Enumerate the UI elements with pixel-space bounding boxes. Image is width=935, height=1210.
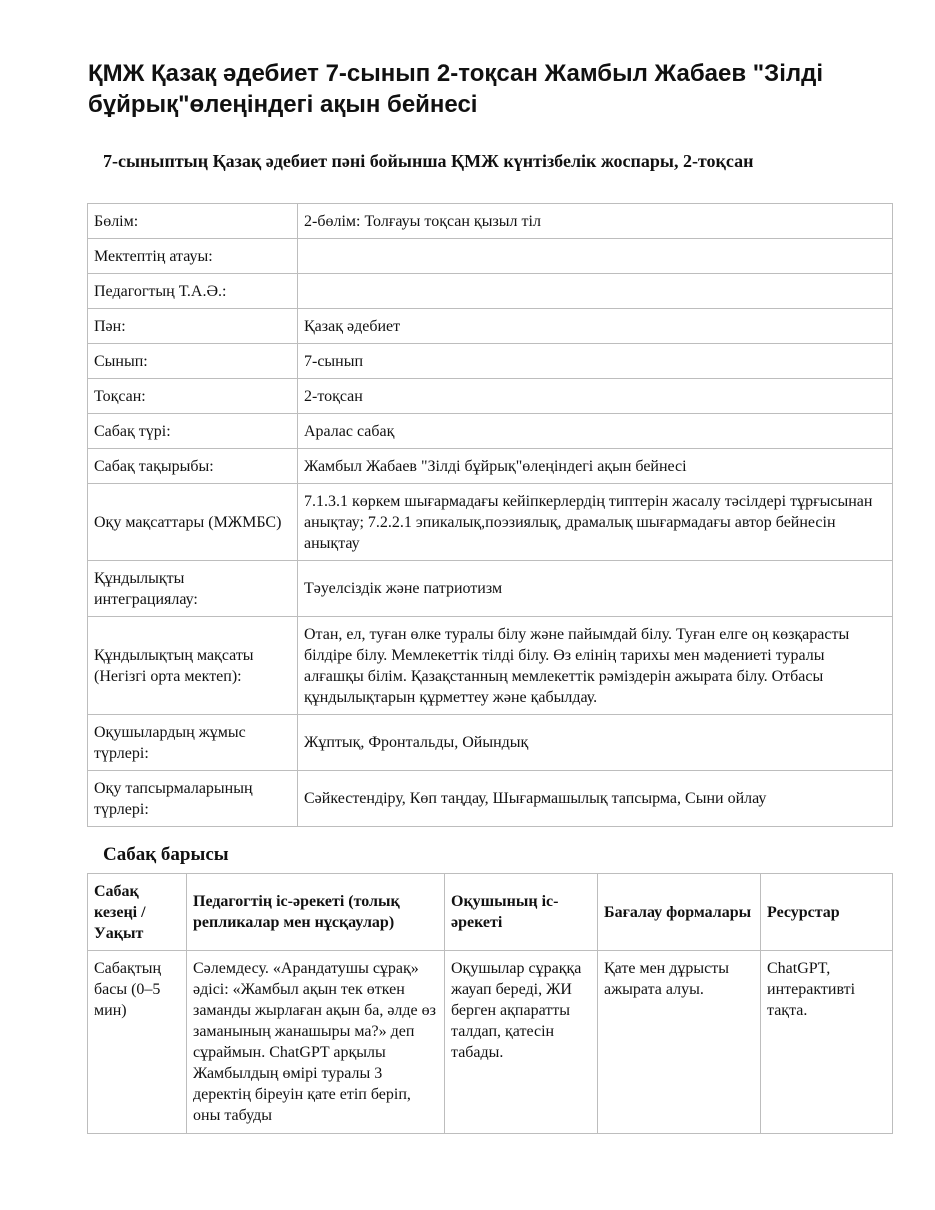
column-header-student-activity: Оқушының іс-әрекеті bbox=[445, 874, 598, 951]
document-title: ҚМЖ Қазақ әдебиет 7-сынып 2-тоқсан Жамбыл Жабаев "Зілді бұйрық"өлеңіндегі ақын бейнесі bbox=[88, 60, 824, 118]
info-value: Аралас сабақ bbox=[298, 414, 893, 449]
info-key: Бөлім: bbox=[88, 204, 298, 239]
cell-resources: ChatGPT, интерактивті тақта. bbox=[761, 951, 893, 1134]
lesson-flow-table bbox=[87, 873, 893, 1134]
cell-stage: Сабақтың басы (0–5 мин) bbox=[88, 951, 187, 1134]
info-row-value-goal bbox=[88, 617, 893, 715]
info-row-teacher bbox=[88, 274, 893, 309]
info-row-work-types bbox=[88, 715, 893, 771]
info-row-quarter bbox=[88, 379, 893, 414]
info-row-task-types bbox=[88, 771, 893, 827]
info-value bbox=[298, 274, 893, 309]
info-value: 2-бөлім: Толғауы тоқсан қызыл тіл bbox=[298, 204, 893, 239]
cell-teacher-activity: Сәлемдесу. «Арандатушы сұрақ» әдісі: «Жамбыл ақын тек өткен заманды жырлаған ақын ба, әлде өз заманының жанашыры ма?» деп сұраймын. ChatGPT арқылы Жамбылдың өмірі туралы 3 деректің біреуін қате етіп беріп, оны табуды bbox=[187, 951, 445, 1134]
info-value bbox=[298, 239, 893, 274]
table-row bbox=[88, 951, 893, 1134]
info-key: Пән: bbox=[88, 309, 298, 344]
info-value: Жамбыл Жабаев "Зілді бұйрық"өлеңіндегі ақын бейнесі bbox=[298, 449, 893, 484]
info-key: Құндылықтың мақсаты (Негізгі орта мектеп): bbox=[88, 617, 298, 715]
info-row-lesson-topic bbox=[88, 449, 893, 484]
column-header-teacher-activity: Педагогтің іс-әрекеті (толық репликалар мен нұсқаулар) bbox=[187, 874, 445, 951]
info-row-grade bbox=[88, 344, 893, 379]
info-value: 7-сынып bbox=[298, 344, 893, 379]
info-key: Сабақ түрі: bbox=[88, 414, 298, 449]
info-row-learning-objectives bbox=[88, 484, 893, 561]
column-header-resources: Ресурстар bbox=[761, 874, 893, 951]
info-key: Мектептің атауы: bbox=[88, 239, 298, 274]
column-header-assessment: Бағалау формалары bbox=[598, 874, 761, 951]
info-key: Педагогтың Т.А.Ә.: bbox=[88, 274, 298, 309]
info-row-lesson-type bbox=[88, 414, 893, 449]
info-value: Қазақ әдебиет bbox=[298, 309, 893, 344]
info-value: Тәуелсіздік және патриотизм bbox=[298, 561, 893, 617]
info-value: Отан, ел, туған өлке туралы білу және пайымдай білу. Туған елге оң көзқарасты білдіре білу. Мемлекеттік тілді білу. Өз елінің тарихы мен мәдениеті туралы алғашқы білім. Қазақстанның мемлекеттік рәміздерін ажырата білу. Отбасы құндылықтарын құрметтеу және қабылдау. bbox=[298, 617, 893, 715]
info-row-value-integration bbox=[88, 561, 893, 617]
info-value: Жұптық, Фронтальды, Ойындық bbox=[298, 715, 893, 771]
info-key: Тоқсан: bbox=[88, 379, 298, 414]
column-header-stage: Сабақ кезеңі / Уақыт bbox=[88, 874, 187, 951]
info-key: Оқу тапсырмаларының түрлері: bbox=[88, 771, 298, 827]
info-key: Оқу мақсаттары (МЖМБС) bbox=[88, 484, 298, 561]
info-key: Құндылықты интеграциялау: bbox=[88, 561, 298, 617]
info-row-school bbox=[88, 239, 893, 274]
info-value: Сәйкестендіру, Көп таңдау, Шығармашылық тапсырма, Сыни ойлау bbox=[298, 771, 893, 827]
lesson-flow-heading: Сабақ барысы bbox=[103, 844, 229, 865]
lesson-info-table bbox=[87, 203, 893, 827]
plan-subtitle: 7-сыныптың Қазақ әдебиет пәні бойынша ҚМЖ күнтізбелік жоспары, 2-тоқсан bbox=[103, 151, 754, 171]
info-value: 7.1.3.1 көркем шығармадағы кейіпкерлердің типтерін жасалу тәсілдері тұрғысынан анықтау; 7.2.2.1 эпикалық,поэзиялық, драмалық шығармадағы автор бейнесін анықтау bbox=[298, 484, 893, 561]
info-row-subject bbox=[88, 309, 893, 344]
lesson-header-row bbox=[88, 874, 893, 951]
cell-assessment: Қате мен дұрысты ажырата алуы. bbox=[598, 951, 761, 1134]
info-value: 2-тоқсан bbox=[298, 379, 893, 414]
cell-student-activity: Оқушылар сұраққа жауап береді, ЖИ берген ақпаратты талдап, қатесін табады. bbox=[445, 951, 598, 1134]
info-key: Сабақ тақырыбы: bbox=[88, 449, 298, 484]
info-key: Сынып: bbox=[88, 344, 298, 379]
info-key: Оқушылардың жұмыс түрлері: bbox=[88, 715, 298, 771]
info-row-section bbox=[88, 204, 893, 239]
